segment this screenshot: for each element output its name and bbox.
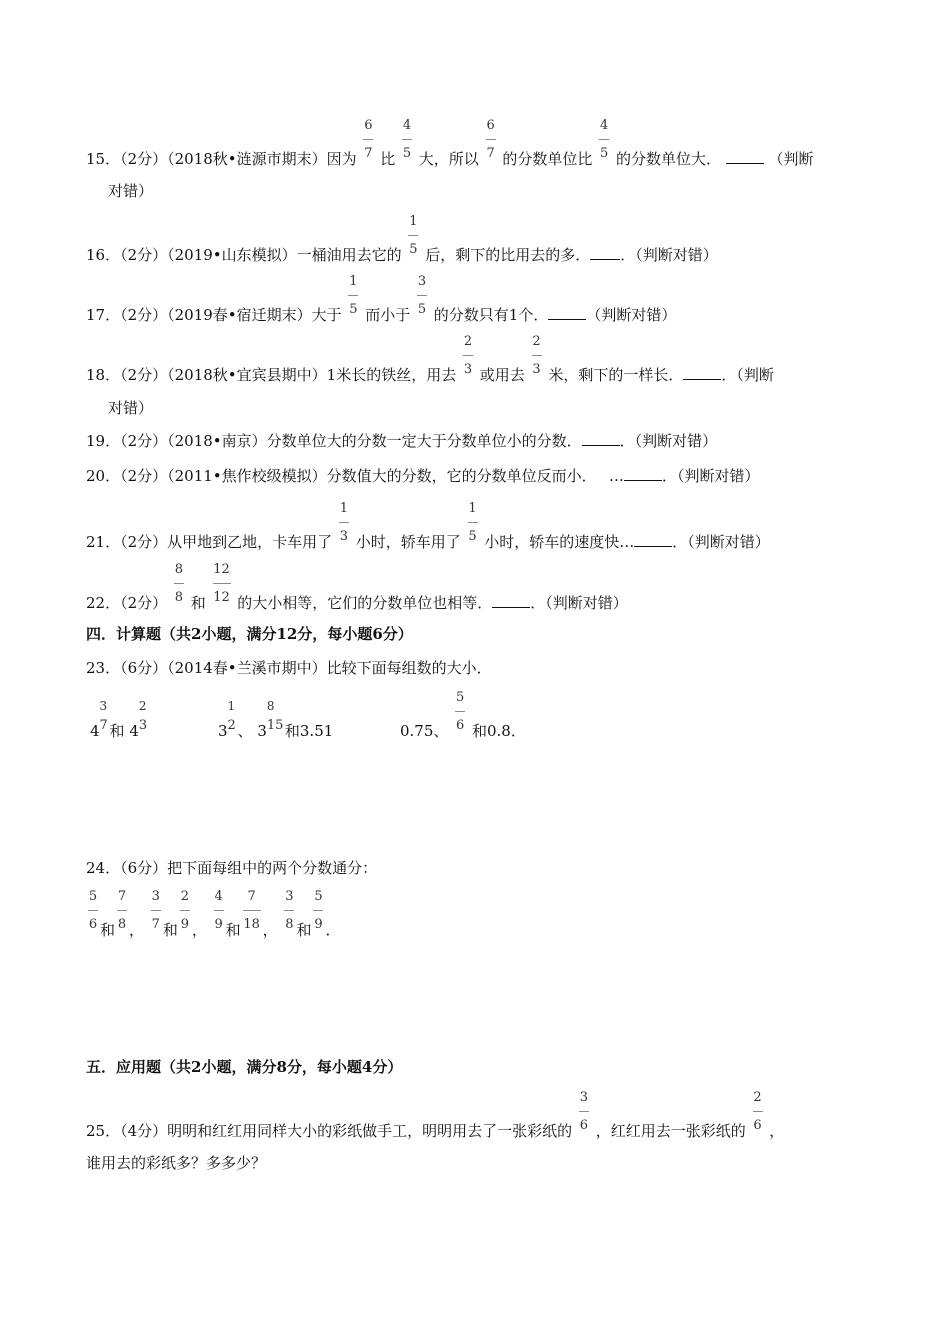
answer-blank[interactable] <box>624 466 662 481</box>
fraction: $\frac{2}{6}$ <box>753 1090 762 1133</box>
answer-blank[interactable] <box>492 593 530 608</box>
answer-blank[interactable] <box>548 305 586 320</box>
fraction: $\frac{5}{6}$ <box>456 690 465 733</box>
fraction: $\frac{3}{5}$ <box>417 274 427 317</box>
fraction: $\frac{1}{3}$ <box>339 501 349 544</box>
fraction: $\frac{7}{8}$ <box>117 889 127 932</box>
question-15: 15．（2分）（2018秋•涟源市期末）因为 $\frac{6}{7}$ 比 $\frac{4}{5}$ 大，所以 $\frac{6}{7}$ 的分数单位比 $\frac{4}{5}$ 的分数单位大． （判断 <box>86 118 814 168</box>
fraction: $\frac{2}{3}$ <box>532 334 541 377</box>
question-23: 23．（6分）（2014春•兰溪市期中）比较下面每组数的大小． <box>86 659 492 677</box>
fraction: $\frac{4}{9}$ <box>214 889 223 932</box>
answer-blank[interactable] <box>590 245 620 260</box>
question-17: 17．（2分）（2019春•宿迁期末）大于 $\frac{1}{5}$ 而小于 $\frac{3}{5}$ 的分数只有1个． （判断对错） <box>86 274 677 324</box>
fraction: $\frac{1}{5}$ <box>468 501 477 544</box>
question-16: 16．（2分）（2019•山东模拟）一桶油用去它的 $\frac{1}{5}$ 后，剩下的比用去的多． ．（判断对错） <box>86 214 718 264</box>
answer-blank[interactable] <box>683 365 721 380</box>
question-22: 22．（2分） $\frac{8}{8}$ 和 $\frac{12}{12}$ 的大小相等，它们的分数单位也相等． ．（判断对错） <box>86 562 628 612</box>
question-25-cont: 谁用去的彩纸多？多多少？ <box>86 1154 267 1172</box>
fraction: $\frac{5}{6}$ <box>88 889 98 932</box>
fraction: $\frac{12}{12}$ <box>213 562 230 605</box>
question-20: 20．（2分）（2011•焦作校级模拟）分数值大的分数，它的分数单位反而小． … ．（判断对错） <box>86 467 760 485</box>
compare-group-2: 3 1 2 、 3 8 15 和3.51 <box>218 699 334 740</box>
question-24: 24．（6分）把下面每组中的两个分数通分： <box>86 859 378 877</box>
fraction: $\frac{7}{18}$ <box>243 889 260 932</box>
compare-group-1: 4 3 7 和 4 2 3 <box>90 699 148 740</box>
answer-blank[interactable] <box>634 532 672 547</box>
section-heading-4: 四．计算题（共2小题，满分12分，每小题6分） <box>86 625 413 643</box>
fraction-groups: $\frac{5}{6}$ 和 $\frac{7}{8}$ ， $\frac{3}{7}$ 和 $\frac{2}{9}$ ， $\frac{4}{9}$ 和 $\frac{7}{18}$ ， $\frac{3}{8}$ 和 $\frac{5}{9}$ ． <box>86 915 340 940</box>
question-25: 25．（4分）明明和红红用同样大小的彩纸做手工，明明用去了一张彩纸的 $\frac{3}{6}$ ，红红用去一张彩纸的 $\frac{2}{6}$ ， <box>86 1090 785 1140</box>
question-18-cont: 对错） <box>108 399 154 417</box>
fraction: $\frac{2}{3}$ <box>463 334 473 377</box>
fraction: $\frac{3}{6}$ <box>579 1090 589 1133</box>
fraction: $\frac{6}{7}$ <box>486 118 495 161</box>
fraction: $\frac{5}{9}$ <box>314 889 323 932</box>
answer-blank[interactable] <box>582 431 620 446</box>
question-19: 19．（2分）（2018•南京）分数单位大的分数一定大于分数单位小的分数． ．（判断对错） <box>86 432 718 450</box>
fraction: $\frac{1}{5}$ <box>409 214 418 257</box>
question-18: 18．（2分）（2018秋•宜宾县期中）1米长的铁丝，用去 $\frac{2}{3}$ 或用去 $\frac{2}{3}$ 米，剩下的一样长． ．（判断 <box>86 334 774 384</box>
fraction: $\frac{2}{9}$ <box>180 889 189 932</box>
fraction: $\frac{8}{8}$ <box>174 562 184 605</box>
compare-group-3: 0.75、 $\frac{5}{6}$ 和0.8． <box>400 690 526 740</box>
question-21: 21．（2分）从甲地到乙地，卡车用了 $\frac{1}{3}$ 小时，轿车用了 $\frac{1}{5}$ 小时，轿车的速度快… ．（判断对错） <box>86 501 770 551</box>
fraction: $\frac{3}{8}$ <box>285 889 294 932</box>
section-heading-5: 五．应用题（共2小题，满分8分，每小题4分） <box>86 1058 403 1076</box>
fraction: $\frac{1}{5}$ <box>349 274 358 317</box>
answer-blank[interactable] <box>726 149 764 164</box>
fraction: $\frac{4}{5}$ <box>600 118 609 161</box>
question-15-cont: 对错） <box>108 182 154 200</box>
fraction: $\frac{6}{7}$ <box>364 118 373 161</box>
fraction: $\frac{3}{7}$ <box>151 889 160 932</box>
fraction: $\frac{4}{5}$ <box>402 118 412 161</box>
